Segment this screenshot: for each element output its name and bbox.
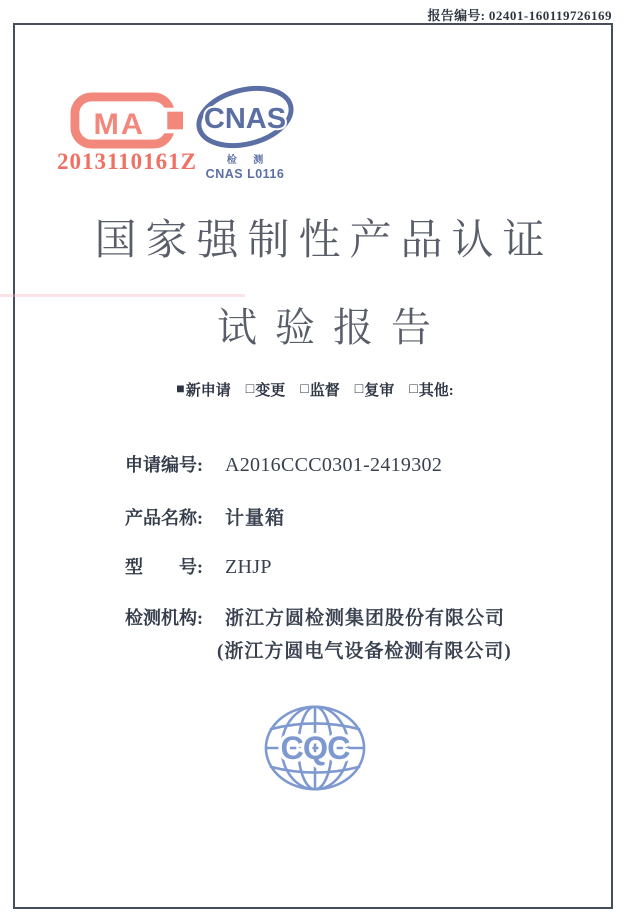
apply-type-label: 新申请 xyxy=(185,383,231,399)
apply-type-row xyxy=(0,379,630,400)
field-test-lab xyxy=(125,603,512,663)
field-value xyxy=(217,603,512,663)
apply-type-supervision xyxy=(300,379,339,400)
cnas-letters: CNAS xyxy=(203,103,287,135)
report-number-label: 报告编号: xyxy=(427,8,486,23)
apply-type-label: 复审 xyxy=(364,383,395,399)
cma-mark xyxy=(52,92,202,175)
report-number xyxy=(427,5,612,24)
report-number-value: 02401-160119726169 xyxy=(488,8,612,23)
main-title-line1: 国家强制性产品认证 xyxy=(94,218,554,264)
checkbox-empty-icon: □ xyxy=(245,381,255,397)
field-value: ZHJP xyxy=(225,556,272,578)
cma-cert-number: 2013110161Z xyxy=(56,149,198,174)
checkbox-empty-icon: □ xyxy=(300,381,309,397)
cnas-caption: 检 测 xyxy=(226,155,271,166)
cnas-logo-icon xyxy=(193,84,297,150)
apply-type-new xyxy=(176,379,230,400)
apply-type-other xyxy=(409,379,453,400)
apply-type-label: 变更 xyxy=(255,383,286,399)
apply-type-review xyxy=(355,379,394,400)
field-label: 检测机构: xyxy=(125,608,203,628)
checkbox-empty-icon: □ xyxy=(409,381,418,397)
field-label: 产品名称: xyxy=(125,508,203,528)
cqc-logo-icon xyxy=(262,702,368,794)
lab-name-line1: 浙江方圆检测集团股份有限公司 xyxy=(225,608,506,629)
cqc-letters: CQC xyxy=(280,729,350,766)
main-title-line2: 试验报告 xyxy=(217,305,449,350)
cma-logo-icon xyxy=(68,92,186,149)
field-model xyxy=(125,553,272,579)
field-value: 计量箱 xyxy=(225,508,286,529)
apply-type-change xyxy=(246,379,285,400)
cnas-code: CNAS L0116 xyxy=(205,167,285,181)
field-application-number xyxy=(125,451,442,477)
apply-type-label: 监督 xyxy=(309,383,340,399)
cnas-mark xyxy=(192,84,298,181)
cma-letters: MA xyxy=(93,107,145,142)
field-value: A2016CCC0301-2419302 xyxy=(225,454,443,476)
apply-type-label: 其他: xyxy=(418,383,454,399)
cqc-mark xyxy=(0,702,630,794)
field-product-name xyxy=(125,503,285,530)
lab-name-line2: (浙江方圆电气设备检测有限公司) xyxy=(217,641,512,662)
checkbox-empty-icon: □ xyxy=(354,381,364,397)
field-label: 申请编号: xyxy=(125,455,203,475)
field-label: 型 号: xyxy=(125,557,203,577)
checkbox-checked-icon: ■ xyxy=(176,381,185,397)
